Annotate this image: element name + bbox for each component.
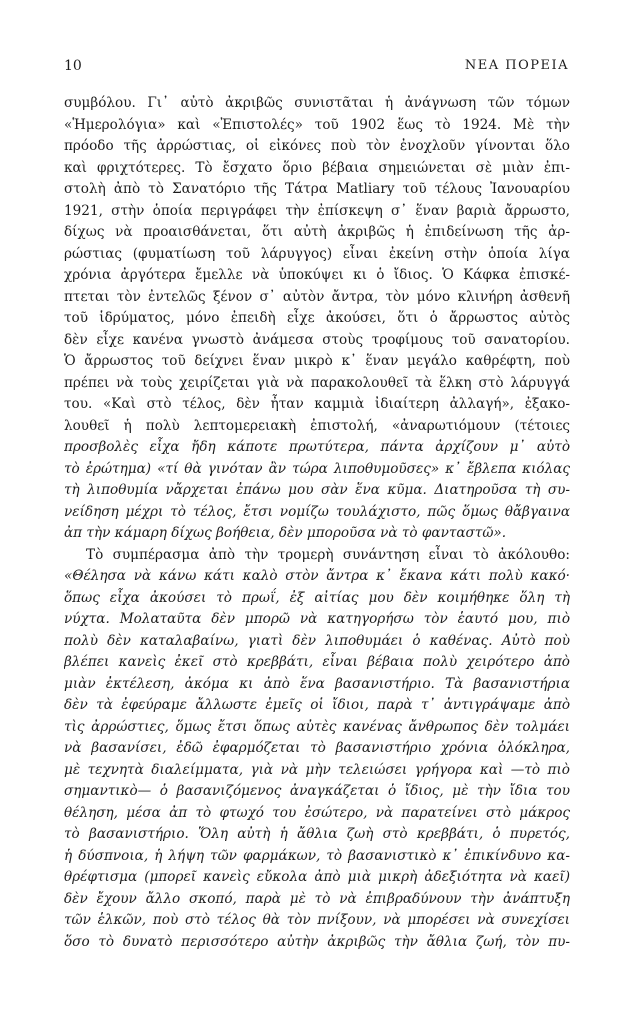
- quoted-text-line: προσβολὲς εἶχα ἤδη κάποτε πρωτύτερα, πάντα ἀρχίζουν μ᾿ αὐτὸ: [64, 439, 570, 455]
- quoted-text-line: βλέπει κανεὶς ἐκεῖ στὸ κρεββάτι, εἶναι βέβαια πολὺ χειρότερο ἀπὸ: [64, 654, 570, 670]
- quoted-text-line: νείδηση μέχρι τὸ τέλος, ἔτσι νομίζω τουλάχιστο, πῶς ὅμως θἄβγαινα: [64, 503, 570, 520]
- quoted-text-line: δὲν τὰ ἐφεύραμε ἄλλωστε ἐμεῖς οἱ ἴδιοι, παρὰ τ᾿ ἀντιγράψαμε ἀπὸ: [64, 697, 570, 713]
- text-line: δὲν εἶχε κανένα γνωστὸ ἀνάμεσα στοὺς τροφίμους τοῦ σανατορίου.: [64, 331, 570, 348]
- quoted-text-line: θέληση, μέσα ἀπ τὸ φτωχό του ἐσώτερο, νὰ παρατείνει στὸ μάκρος: [64, 804, 570, 821]
- quoted-text-line: μιὰν ἐκτέλεση, ἀκόμα κι ἀπὸ ἕνα βασανιστήριο. Τὰ βασανιστήρια: [64, 675, 570, 692]
- quoted-text-line: ἀπ τὴν κάμαρη δίχως βοήθεια, δὲν μποροῦσα νὰ τὸ φανταστῶ».: [64, 525, 507, 541]
- quoted-text-line: τὶς ἀρρώστιες, ὅμως ἔτσι ὅπως αὐτὲς κανένας ἄνθρωπος δὲν τολμάει: [64, 718, 570, 735]
- text-line: δίχως νὰ προαισθάνεται, ὅτι αὐτὴ ἀκριβῶς ἡ ἐπιδείνωση τῆς ἀρ-: [64, 224, 570, 240]
- quoted-text-line: τὸ ἐρώτημα) «τί θὰ γινόταν ἂν τώρα λιποθυμοῦσες» κ᾿ ἔβλεπα κιόλας: [64, 460, 570, 477]
- page-header: [64, 58, 569, 76]
- text-line: «Ἡμερολόγια» καὶ «Ἐπιστολές» τοῦ 1902 ἕως τὸ 1924. Μὲ τὴν: [64, 116, 570, 133]
- text-line: 1921, στὴν ὁποία περιγράφει τὴν ἐπίσκεψη σ᾿ ἕναν βαριὰ ἄρρωστο,: [64, 202, 570, 219]
- body-text: [64, 93, 570, 953]
- quoted-text-line: μὲ τεχνητὰ διαλείμματα, γιὰ νὰ μὴν τελειώσει γρήγορα καὶ —τὸ πιὸ: [64, 761, 570, 778]
- text-line: χρόνια ἀργότερα ἔμελλε νὰ ὑποκύψει κι ὁ ἴδιος. Ὁ Κάφκα ἐπισκέ-: [64, 267, 570, 283]
- quoted-text-line: σημαντικὸ— ὁ βασανιζόμενος ἀναγκάζεται ὁ ἴδιος, μὲ τὴν ἴδια του: [64, 783, 570, 799]
- text-line: καὶ φριχτότερες. Τὸ ἔσχατο ὅριο βέβαια σημειώνεται σὲ μιὰν ἐπι-: [64, 159, 570, 176]
- text-line: πρέπει νὰ τοὺς χειρίζεται γιὰ νὰ παρακολουθεῖ τὰ ἕλκη στὸ λάρυγγά: [64, 374, 570, 391]
- text-line: Ὁ ἄρρωστος τοῦ δείχνει ἕναν μικρὸ κ᾿ ἕναν μεγάλο καθρέφτη, ποὺ: [64, 353, 570, 369]
- text-line: του. «Καὶ στὸ τέλος, δὲν ἦταν καμμιὰ ἰδιαίτερη ἀλλαγή», ἐξακο-: [64, 396, 570, 412]
- quoted-text-line: νὰ βασανίσει, ἐδῶ ἐφαρμόζεται τὸ βασανιστήριο χρόνια ὁλόκληρα,: [64, 740, 570, 756]
- text-line: τοῦ ἱδρύματος, μόνο ἐπειδὴ εἶχε ἀκούσει, ὅτι ὁ ἄρρωστος αὐτὸς: [64, 310, 570, 326]
- text-line: συμβόλου. Γι᾿ αὐτὸ ἀκριβῶς συνιστᾶται ἡ ἀνάγνωση τῶν τόμων: [64, 95, 570, 111]
- quoted-text-line: ὅσο τὸ δυνατὸ περισσότερο αὐτὴν ἀκριβῶς τὴν ἄθλια ζωή, τὸν πυ-: [64, 933, 570, 950]
- text-line: πτεται τὸν ἐντελῶς ξένον σ᾿ αὐτὸν ἄντρα, τὸν μόνο κλινήρη ἀσθενῆ: [64, 288, 570, 305]
- quoted-text-line: τὴ λιποθυμία νἄρχεται ἐπάνω μου σὰν ἕνα κῦμα. Διατηροῦσα τὴ συ-: [64, 482, 570, 498]
- page-number: 10: [64, 58, 82, 74]
- text-line: ρώστιας (φυματίωση τοῦ λάρυγγος) εἶναι ἐκείνη στὴν ὁποία λίγα: [64, 245, 570, 262]
- text-line: πρόοδο τῆς ἀρρώστιας, οἱ εἰκόνες ποὺ τὸν ἐνοχλοῦν γίνονται ὅλο: [64, 138, 570, 154]
- paragraph-start-line: Τὸ συμπέρασμα ἀπὸ τὴν τρομερὴ συνάντηση εἶναι τὸ ἀκόλουθο:: [86, 546, 570, 563]
- quoted-text-line: τὸ βασανιστήριο. Ὅλη αὐτὴ ἡ ἄθλια ζωὴ στὸ κρεββάτι, ὁ πυρετός,: [64, 826, 570, 842]
- quoted-text-line: ὅπως εἶχα ἀκούσει τὸ πρωΐ, ἐξ αἰτίας μου δὲν κοιμήθηκε ὅλη τὴ: [64, 589, 570, 606]
- quoted-text-line: πολὺ δὲν καταλαβαίνω, γιατὶ δὲν λιποθυμάει ὁ καθένας. Αὐτὸ ποὺ: [64, 632, 570, 649]
- text-line: στολὴ ἀπὸ τὸ Σανατόριο τῆς Τάτρα Matliary τοῦ τέλους Ἰανουαρίου: [64, 181, 570, 197]
- running-title: ΝΕΑ ΠΟΡΕΙΑ: [464, 58, 569, 73]
- quoted-text-line: ἡ δύσπνοια, ἡ λήψη τῶν φαρμάκων, τὸ βασανιστικὸ κ᾿ ἐπικίνδυνο κα-: [64, 847, 570, 864]
- quoted-text-line: τῶν ἑλκῶν, ποὺ στὸ τέλος θὰ τὸν πνίξουν, νὰ μπορέσει νὰ συνεχίσει: [64, 912, 570, 928]
- quoted-text-line: δὲν ἔχουν ἄλλο σκοπό, παρὰ μὲ τὸ νὰ ἐπιβραδύνουν τὴν ἀνάπτυξη: [64, 890, 570, 907]
- quoted-text-line: θρέφτισμα (μπορεῖ κανεὶς εὔκολα ἀπὸ μιὰ μικρὴ ἀδεξιότητα νὰ καεῖ): [64, 869, 570, 885]
- quoted-text-line: «Θέλησα νὰ κάνω κάτι καλὸ στὸν ἄντρα κ᾿ ἔκανα κάτι πολὺ κακό·: [64, 568, 570, 584]
- text-line: λουθεῖ ἡ πολὺ λεπτομερειακὴ ἐπιστολή, «ἀναρωτιόμουν (τέτοιες: [64, 417, 570, 434]
- quoted-text-line: νύχτα. Μολαταῦτα δὲν μπορῶ νὰ κατηγορήσω τὸν ἑαυτό μου, πιὸ: [64, 611, 570, 627]
